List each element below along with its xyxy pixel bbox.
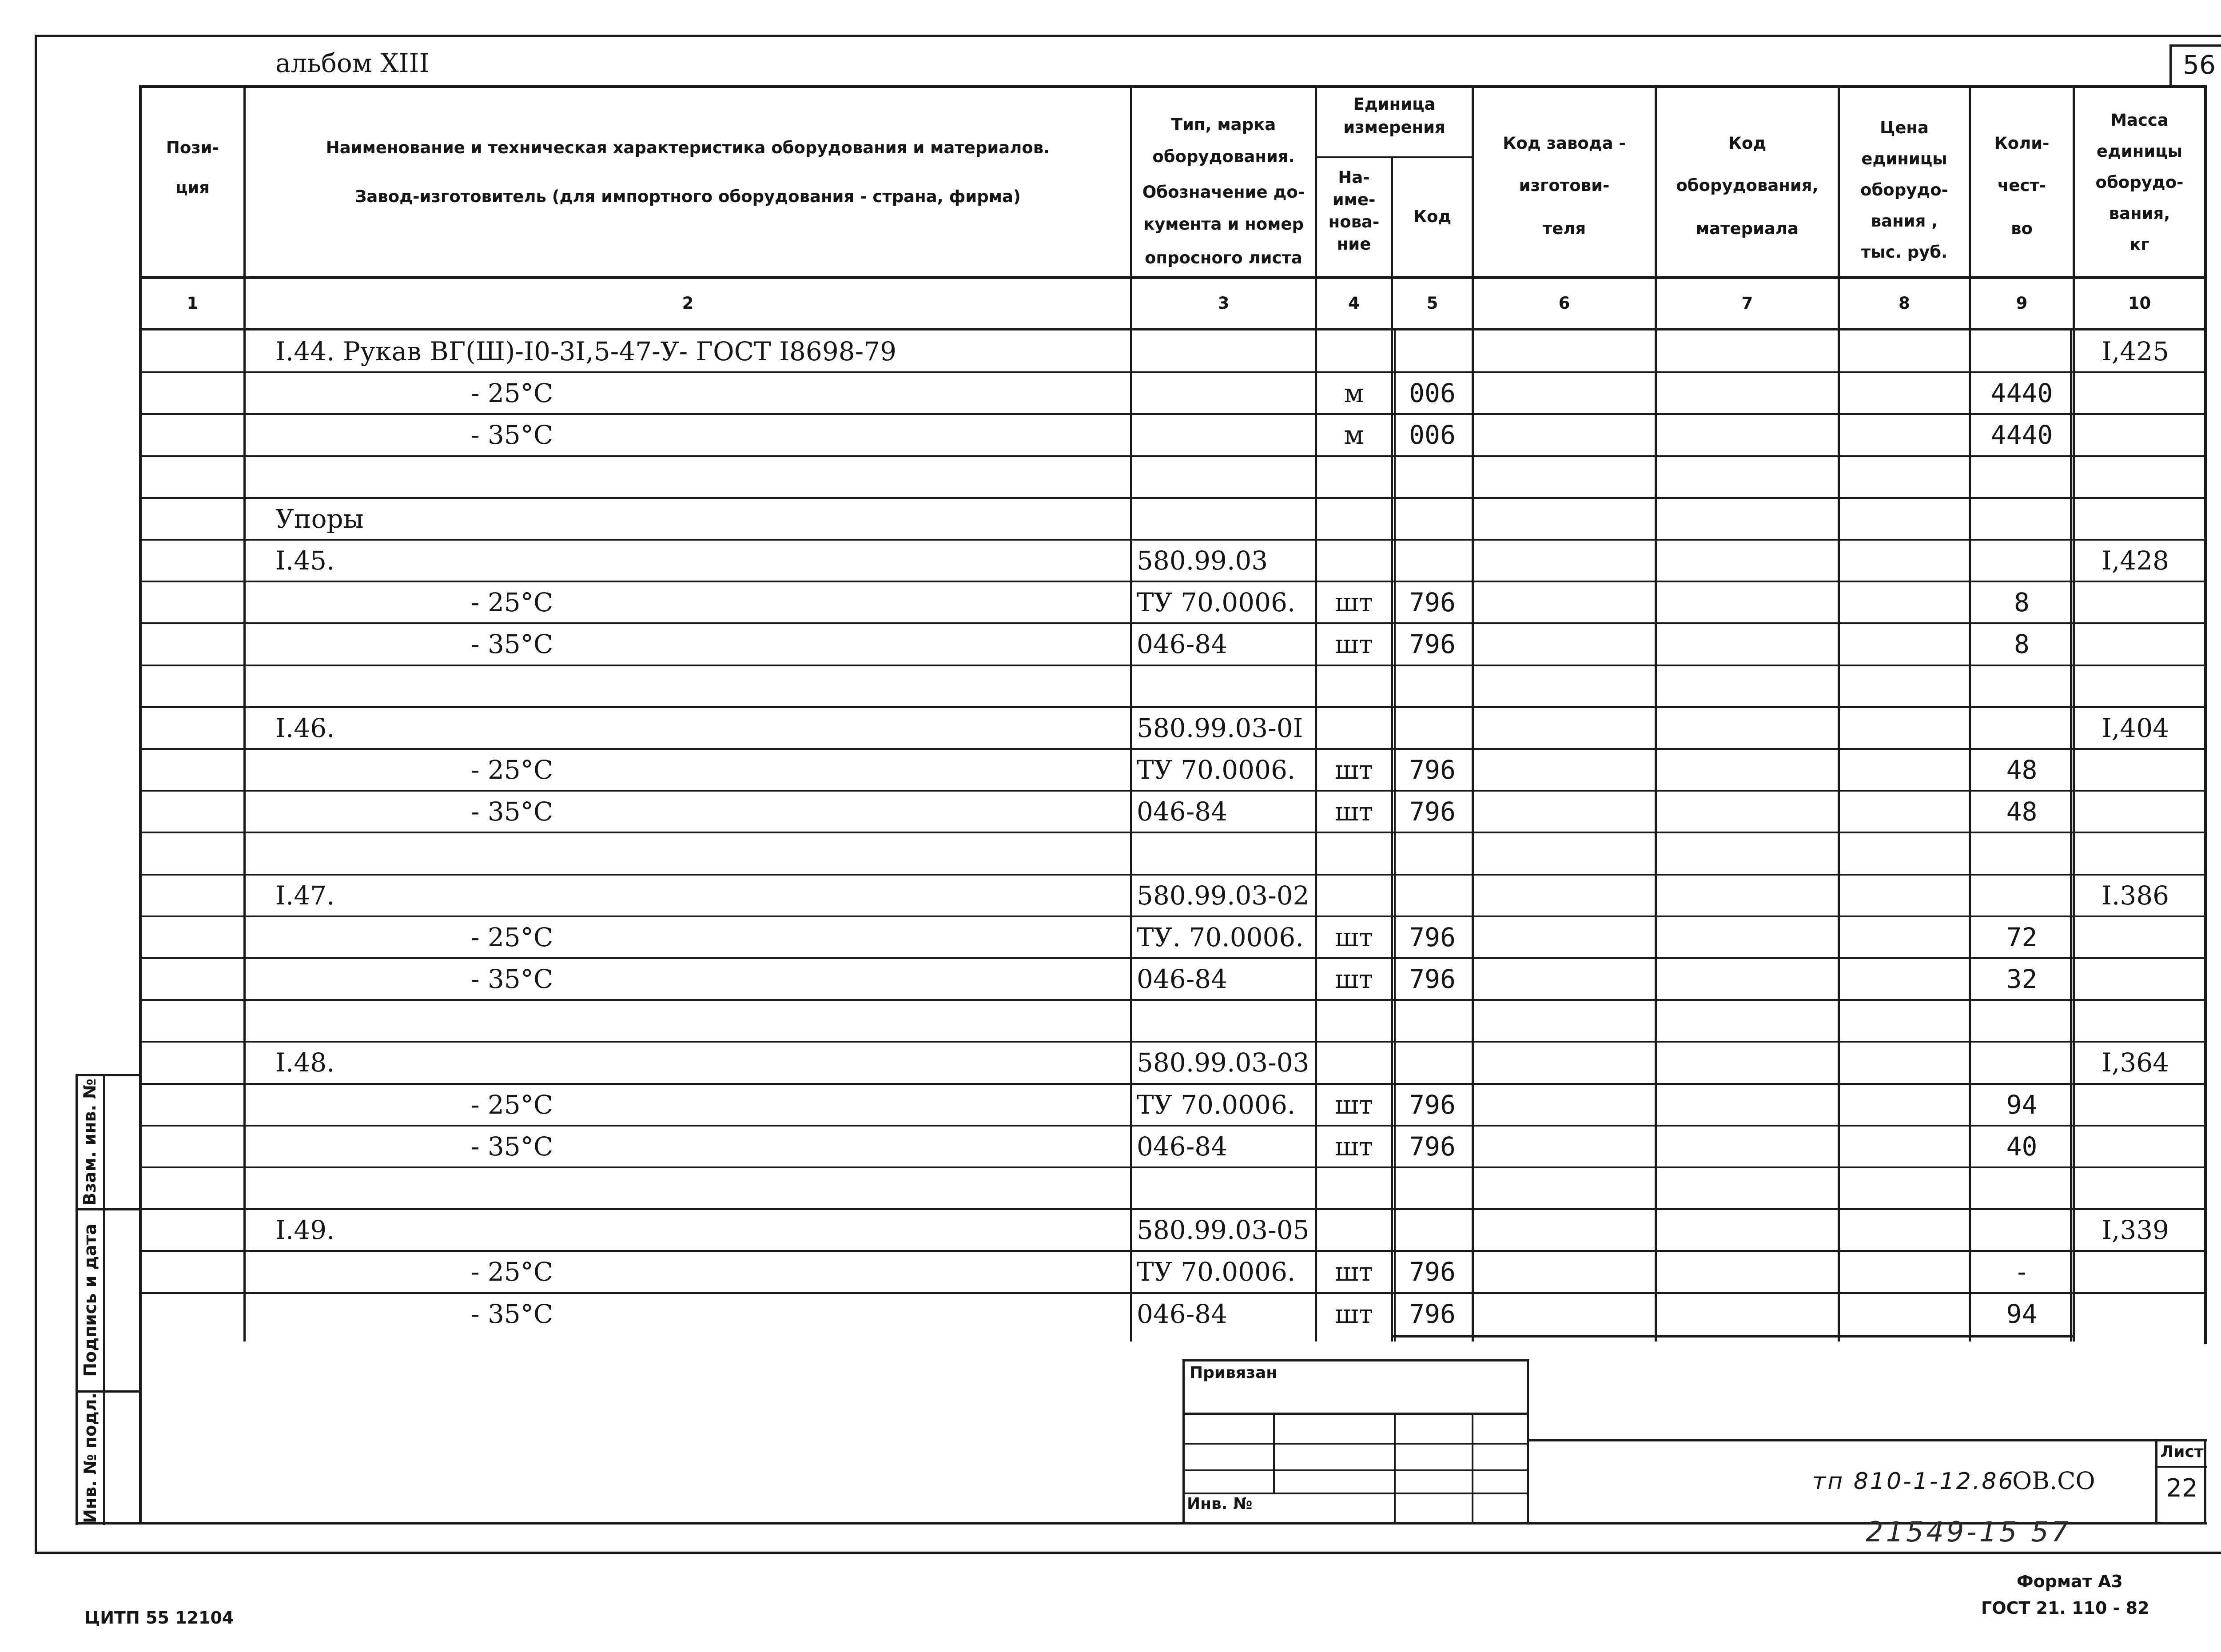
item-name: - 35°C bbox=[471, 1299, 553, 1329]
item-type: 046-84 bbox=[1137, 1131, 1228, 1162]
row-separator bbox=[139, 497, 2207, 499]
rows-bottom-line bbox=[1391, 1335, 2075, 1338]
format-label: Формат А3 bbox=[2017, 1572, 2123, 1591]
item-quantity: 94 bbox=[2006, 1299, 2038, 1329]
header-quantity-line-2: чест- bbox=[1997, 176, 2046, 195]
item-unit: шт bbox=[1334, 587, 1373, 617]
row-separator bbox=[139, 706, 2207, 708]
item-mass: I,339 bbox=[2102, 1215, 2169, 1245]
item-quantity: 40 bbox=[2006, 1131, 2038, 1162]
document-code: тп 810-1-12.86 bbox=[1812, 1468, 2015, 1495]
item-mass: I,364 bbox=[2102, 1047, 2169, 1078]
header-type-line-1: Тип, марка bbox=[1171, 115, 1276, 134]
row-separator bbox=[139, 1208, 2207, 1210]
item-name: - 35°C bbox=[471, 1131, 553, 1162]
header-type-line-2: оборудования. bbox=[1152, 147, 1295, 166]
col-line-4b bbox=[1394, 328, 1396, 1342]
gost-label: ГОСТ 21. 110 - 82 bbox=[1981, 1598, 2149, 1618]
item-code: 796 bbox=[1409, 922, 1456, 952]
header-name-line-1: Наименование и техническая характеристика оборудования и материалов. bbox=[326, 138, 1050, 157]
header-unit-code: Код bbox=[1413, 207, 1452, 226]
column-number: 2 bbox=[682, 294, 694, 313]
row-separator bbox=[139, 957, 2207, 959]
column-number: 1 bbox=[187, 294, 199, 313]
column-number: 9 bbox=[2016, 294, 2028, 313]
header-price-line-5: тыс. руб. bbox=[1861, 243, 1948, 262]
column-number: 10 bbox=[2128, 294, 2151, 313]
item-type: ТУ 70.0006. bbox=[1137, 755, 1296, 785]
binding-line-2 bbox=[1182, 1443, 1529, 1445]
binding-line-4 bbox=[1182, 1493, 1529, 1494]
row-separator bbox=[139, 371, 2207, 373]
row-separator bbox=[139, 455, 2207, 457]
col-line-5 bbox=[1472, 85, 1474, 1342]
item-code: 796 bbox=[1409, 587, 1456, 617]
item-name: - 25°C bbox=[471, 1090, 553, 1120]
item-type: 580.99.03-05 bbox=[1137, 1215, 1310, 1245]
binding-line-1 bbox=[1182, 1413, 1529, 1415]
item-unit: шт bbox=[1334, 964, 1373, 994]
column-number: 5 bbox=[1426, 294, 1438, 313]
side-stamp-signature-date: Подпись и дата bbox=[80, 1223, 100, 1377]
side-stamp-original-inventory: Инв. № подл. bbox=[80, 1392, 100, 1524]
item-quantity: 4440 bbox=[1990, 378, 2053, 408]
header-factory-code-line-2: изготови- bbox=[1519, 176, 1610, 195]
outer-frame-bottom bbox=[35, 1552, 2221, 1554]
item-name: - 25°C bbox=[471, 587, 553, 617]
header-position-line-1: Пози- bbox=[166, 138, 219, 157]
row-separator bbox=[139, 1041, 2207, 1043]
column-number: 3 bbox=[1218, 294, 1230, 313]
item-name: - 35°C bbox=[471, 629, 553, 659]
header-unit-name-line-2: име- bbox=[1332, 190, 1376, 209]
unit-group-line bbox=[1316, 156, 1473, 158]
item-name: - 35°C bbox=[471, 420, 553, 450]
title-block-top bbox=[1529, 1439, 2207, 1441]
header-unit-name-line-4: ние bbox=[1337, 235, 1371, 254]
item-code: 796 bbox=[1409, 1131, 1456, 1162]
binding-box-top bbox=[1182, 1359, 1529, 1361]
item-code: 796 bbox=[1409, 755, 1456, 785]
item-type: ТУ 70.0006. bbox=[1137, 1090, 1296, 1120]
col-line-9b bbox=[2070, 328, 2072, 1342]
item-name: I.45. bbox=[275, 545, 335, 576]
header-mass-line-3: оборудо- bbox=[2095, 173, 2184, 192]
header-mass-line-4: вания, bbox=[2109, 204, 2170, 223]
row-separator bbox=[139, 999, 2207, 1001]
header-name-line-2: Завод-изготовитель (для импортного оборудования - страна, фирма) bbox=[355, 187, 1021, 206]
item-type: 580.99.03-0I bbox=[1137, 713, 1303, 743]
item-name: - 35°C bbox=[471, 964, 553, 994]
item-name: I.44. Рукав ВГ(Ш)-I0-3I,5-47-У- ГОСТ I8698-79 bbox=[275, 336, 897, 366]
column-number: 7 bbox=[1741, 294, 1753, 313]
header-price-line-1: Цена bbox=[1880, 118, 1929, 137]
row-separator bbox=[139, 665, 2207, 666]
row-separator bbox=[139, 832, 2207, 833]
item-unit: шт bbox=[1334, 755, 1373, 785]
item-quantity: 8 bbox=[2014, 629, 2030, 659]
header-equipment-code-line-2: оборудования, bbox=[1676, 176, 1819, 195]
col-line-9 bbox=[2073, 85, 2075, 1342]
item-code: 796 bbox=[1409, 629, 1456, 659]
header-quantity-line-3: во bbox=[2011, 219, 2033, 238]
header-unit-group-line-2: измерения bbox=[1343, 118, 1445, 137]
item-unit: м bbox=[1344, 420, 1364, 450]
item-type: 046-84 bbox=[1137, 1299, 1228, 1329]
header-mass-line-5: кг bbox=[2129, 235, 2149, 254]
binding-col-2 bbox=[1394, 1413, 1396, 1525]
item-mass: I,425 bbox=[2102, 336, 2169, 366]
item-unit: шт bbox=[1334, 1257, 1373, 1287]
binding-box-left bbox=[1182, 1359, 1185, 1525]
row-separator bbox=[139, 1125, 2207, 1127]
header-mass-line-1: Масса bbox=[2110, 111, 2169, 130]
header-unit-name-line-1: На- bbox=[1338, 168, 1370, 187]
item-name: I.49. bbox=[275, 1215, 335, 1245]
row-separator bbox=[139, 413, 2207, 415]
side-stamp-inner bbox=[103, 1074, 105, 1525]
row-separator bbox=[139, 748, 2207, 750]
binding-col-1 bbox=[1273, 1413, 1275, 1493]
item-name: I.46. bbox=[275, 713, 335, 743]
column-number: 4 bbox=[1348, 294, 1360, 313]
sheet-box-separator bbox=[2155, 1466, 2207, 1468]
page-number: 56 bbox=[2183, 50, 2216, 80]
header-type-line-4: кумента и номер bbox=[1143, 215, 1304, 234]
item-mass: I,404 bbox=[2102, 713, 2169, 743]
row-separator bbox=[139, 790, 2207, 792]
item-unit: шт bbox=[1334, 922, 1373, 952]
header-bottom-line bbox=[139, 276, 2207, 279]
page-number-box-top bbox=[2169, 44, 2221, 47]
item-code: 006 bbox=[1409, 420, 1456, 450]
item-name: Упоры bbox=[275, 504, 364, 534]
item-code: 796 bbox=[1409, 1090, 1456, 1120]
item-type: ТУ 70.0006. bbox=[1137, 587, 1296, 617]
item-mass: I.386 bbox=[2102, 880, 2169, 911]
item-quantity: 48 bbox=[2006, 755, 2038, 785]
row-separator bbox=[139, 622, 2207, 624]
header-quantity-line-1: Коли- bbox=[1994, 134, 2050, 153]
header-price-line-4: вания , bbox=[1871, 211, 1938, 231]
document-mark: ОВ.СО bbox=[2012, 1467, 2095, 1495]
side-stamp-replacement: Взам. инв. № bbox=[80, 1079, 100, 1206]
col-line-2 bbox=[1130, 85, 1132, 1342]
header-mass-line-2: единицы bbox=[2096, 142, 2183, 161]
row-separator bbox=[139, 1166, 2207, 1168]
item-type: 580.99.03-02 bbox=[1137, 880, 1310, 911]
header-factory-code-line-3: теля bbox=[1542, 219, 1586, 238]
sheet-number: 22 bbox=[2166, 1474, 2198, 1503]
item-type: 046-84 bbox=[1137, 796, 1228, 827]
item-code: 796 bbox=[1409, 1257, 1456, 1287]
item-unit: шт bbox=[1334, 1299, 1373, 1329]
item-name: - 25°C bbox=[471, 755, 553, 785]
side-stamp-left bbox=[76, 1074, 78, 1525]
outer-frame-top bbox=[35, 35, 2221, 37]
item-code: 796 bbox=[1409, 796, 1456, 827]
item-quantity: 4440 bbox=[1990, 420, 2053, 450]
outer-frame-left bbox=[35, 35, 37, 1554]
item-quantity: 94 bbox=[2006, 1090, 2038, 1120]
item-type: ТУ. 70.0006. bbox=[1137, 922, 1304, 952]
number-row-bottom-line bbox=[139, 328, 2207, 330]
item-unit: шт bbox=[1334, 629, 1373, 659]
item-code: 796 bbox=[1409, 1299, 1456, 1329]
table-right-border bbox=[2204, 85, 2207, 1344]
sheet-label: Лист bbox=[2160, 1443, 2204, 1461]
column-number: 6 bbox=[1558, 294, 1570, 313]
binding-col-3 bbox=[1472, 1413, 1473, 1525]
item-type: 580.99.03-03 bbox=[1137, 1047, 1310, 1078]
binding-line-3 bbox=[1182, 1469, 1529, 1471]
item-unit: шт bbox=[1334, 796, 1373, 827]
header-type-line-5: опросного листа bbox=[1145, 248, 1302, 267]
item-mass: I,428 bbox=[2102, 545, 2169, 576]
item-name: I.48. bbox=[275, 1047, 335, 1078]
header-price-line-3: оборудо- bbox=[1860, 180, 1948, 199]
row-separator bbox=[139, 874, 2207, 876]
header-factory-code-line-1: Код завода - bbox=[1503, 134, 1626, 153]
row-separator bbox=[139, 1250, 2207, 1252]
col-line-6 bbox=[1655, 85, 1657, 1342]
header-type-line-3: Обозначение до- bbox=[1142, 183, 1305, 202]
header-equipment-code-line-3: материала bbox=[1696, 219, 1799, 238]
item-name: I.47. bbox=[275, 880, 335, 911]
item-unit: шт bbox=[1334, 1131, 1373, 1162]
column-number: 8 bbox=[1899, 294, 1910, 313]
item-name: - 35°C bbox=[471, 796, 553, 827]
binding-box-right bbox=[1527, 1359, 1529, 1525]
item-type: 046-84 bbox=[1137, 964, 1228, 994]
item-unit: м bbox=[1344, 378, 1364, 408]
item-type: ТУ 70.0006. bbox=[1137, 1257, 1296, 1287]
item-quantity: 48 bbox=[2006, 796, 2038, 827]
row-separator bbox=[139, 581, 2207, 582]
item-type: 046-84 bbox=[1137, 629, 1228, 659]
item-unit: шт bbox=[1334, 1090, 1373, 1120]
item-quantity: - bbox=[2014, 1257, 2030, 1287]
row-separator bbox=[139, 1292, 2207, 1294]
item-quantity: 72 bbox=[2006, 922, 2038, 952]
item-code: 006 bbox=[1409, 378, 1456, 408]
item-type: 580.99.03 bbox=[1137, 545, 1268, 576]
item-quantity: 32 bbox=[2006, 964, 2038, 994]
col-line-1 bbox=[243, 85, 246, 1342]
item-quantity: 8 bbox=[2014, 587, 2030, 617]
handwritten-number: 21549-15 57 bbox=[1866, 1516, 2072, 1548]
row-separator bbox=[139, 916, 2207, 917]
item-name: - 25°C bbox=[471, 1257, 553, 1287]
item-name: - 25°C bbox=[471, 378, 553, 408]
inventory-label: Инв. № bbox=[1187, 1495, 1253, 1513]
header-unit-name-line-3: нова- bbox=[1328, 212, 1380, 231]
table-top-border bbox=[139, 85, 2207, 88]
item-name: - 25°C bbox=[471, 922, 553, 952]
row-separator bbox=[139, 539, 2207, 541]
item-code: 796 bbox=[1409, 964, 1456, 994]
header-unit-group-line-1: Единица bbox=[1353, 95, 1436, 114]
header-price-line-2: единицы bbox=[1861, 149, 1947, 168]
album-label: альбом XIII bbox=[275, 48, 430, 78]
print-code: ЦИТП 55 12104 bbox=[84, 1608, 234, 1628]
binding-label: Привязан bbox=[1190, 1364, 1278, 1382]
col-line-7 bbox=[1838, 85, 1840, 1342]
header-equipment-code-line-1: Код bbox=[1728, 134, 1767, 153]
row-separator bbox=[139, 1083, 2207, 1085]
header-position-line-2: ция bbox=[175, 178, 210, 197]
